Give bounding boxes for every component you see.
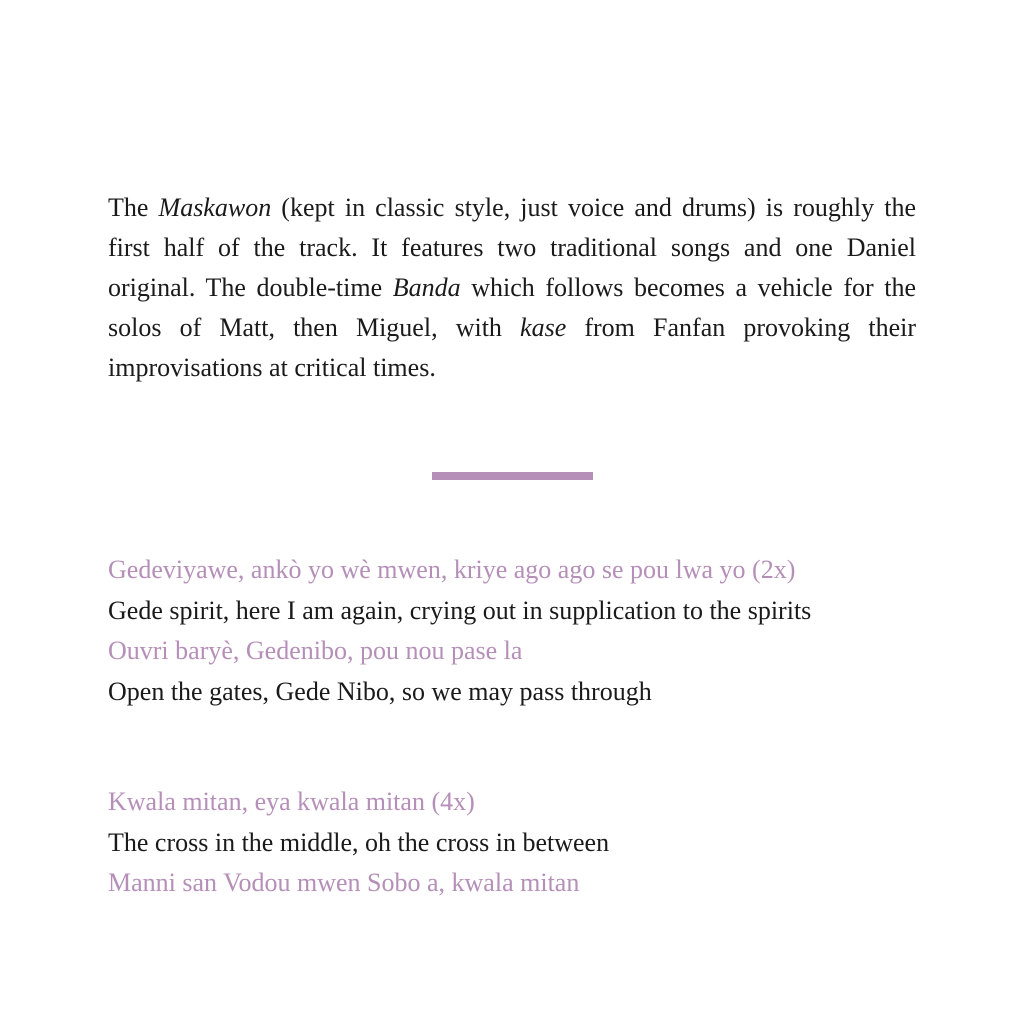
lyrics-stanza-2 — [108, 782, 916, 904]
lyric-line-creole: Manni san Vodou mwen Sobo a, kwala mitan — [108, 868, 580, 897]
lyric-line-creole: Gedeviyawe, ankò yo wè mwen, kriye ago ago se pou lwa yo (2x) — [108, 555, 796, 584]
lyric-line-creole: Ouvri baryè, Gedenibo, pou nou pase la — [108, 636, 523, 665]
intro-text: which follows becomes a vehicle for the solos of Matt, then Miguel, with — [108, 273, 916, 342]
lyric-line-english: Open the gates, Gede Nibo, so we may pass through — [108, 676, 652, 706]
section-divider — [432, 472, 593, 480]
intro-text: (kept in classic style, just voice and drums) is roughly the first half of the track. It features two traditional songs and one Daniel original. The double-time — [108, 193, 917, 302]
lyric-line-english: Gede spirit, here I am again, crying out in supplication to the spirits — [108, 595, 812, 625]
lyrics-stanza-1 — [108, 550, 916, 712]
intro-term-kase: kase — [520, 313, 567, 342]
intro-term-maskawon: Maskawon — [158, 193, 272, 222]
intro-text: The — [108, 193, 159, 222]
lyric-line-creole: Kwala mitan, eya kwala mitan (4x) — [108, 787, 475, 816]
intro-paragraph — [108, 188, 916, 388]
intro-term-banda: Banda — [392, 273, 461, 302]
intro-text: from Fanfan provoking their improvisations at critical times. — [108, 313, 916, 382]
liner-notes-page — [108, 188, 916, 904]
lyric-line-english: The cross in the middle, oh the cross in between — [108, 827, 610, 857]
